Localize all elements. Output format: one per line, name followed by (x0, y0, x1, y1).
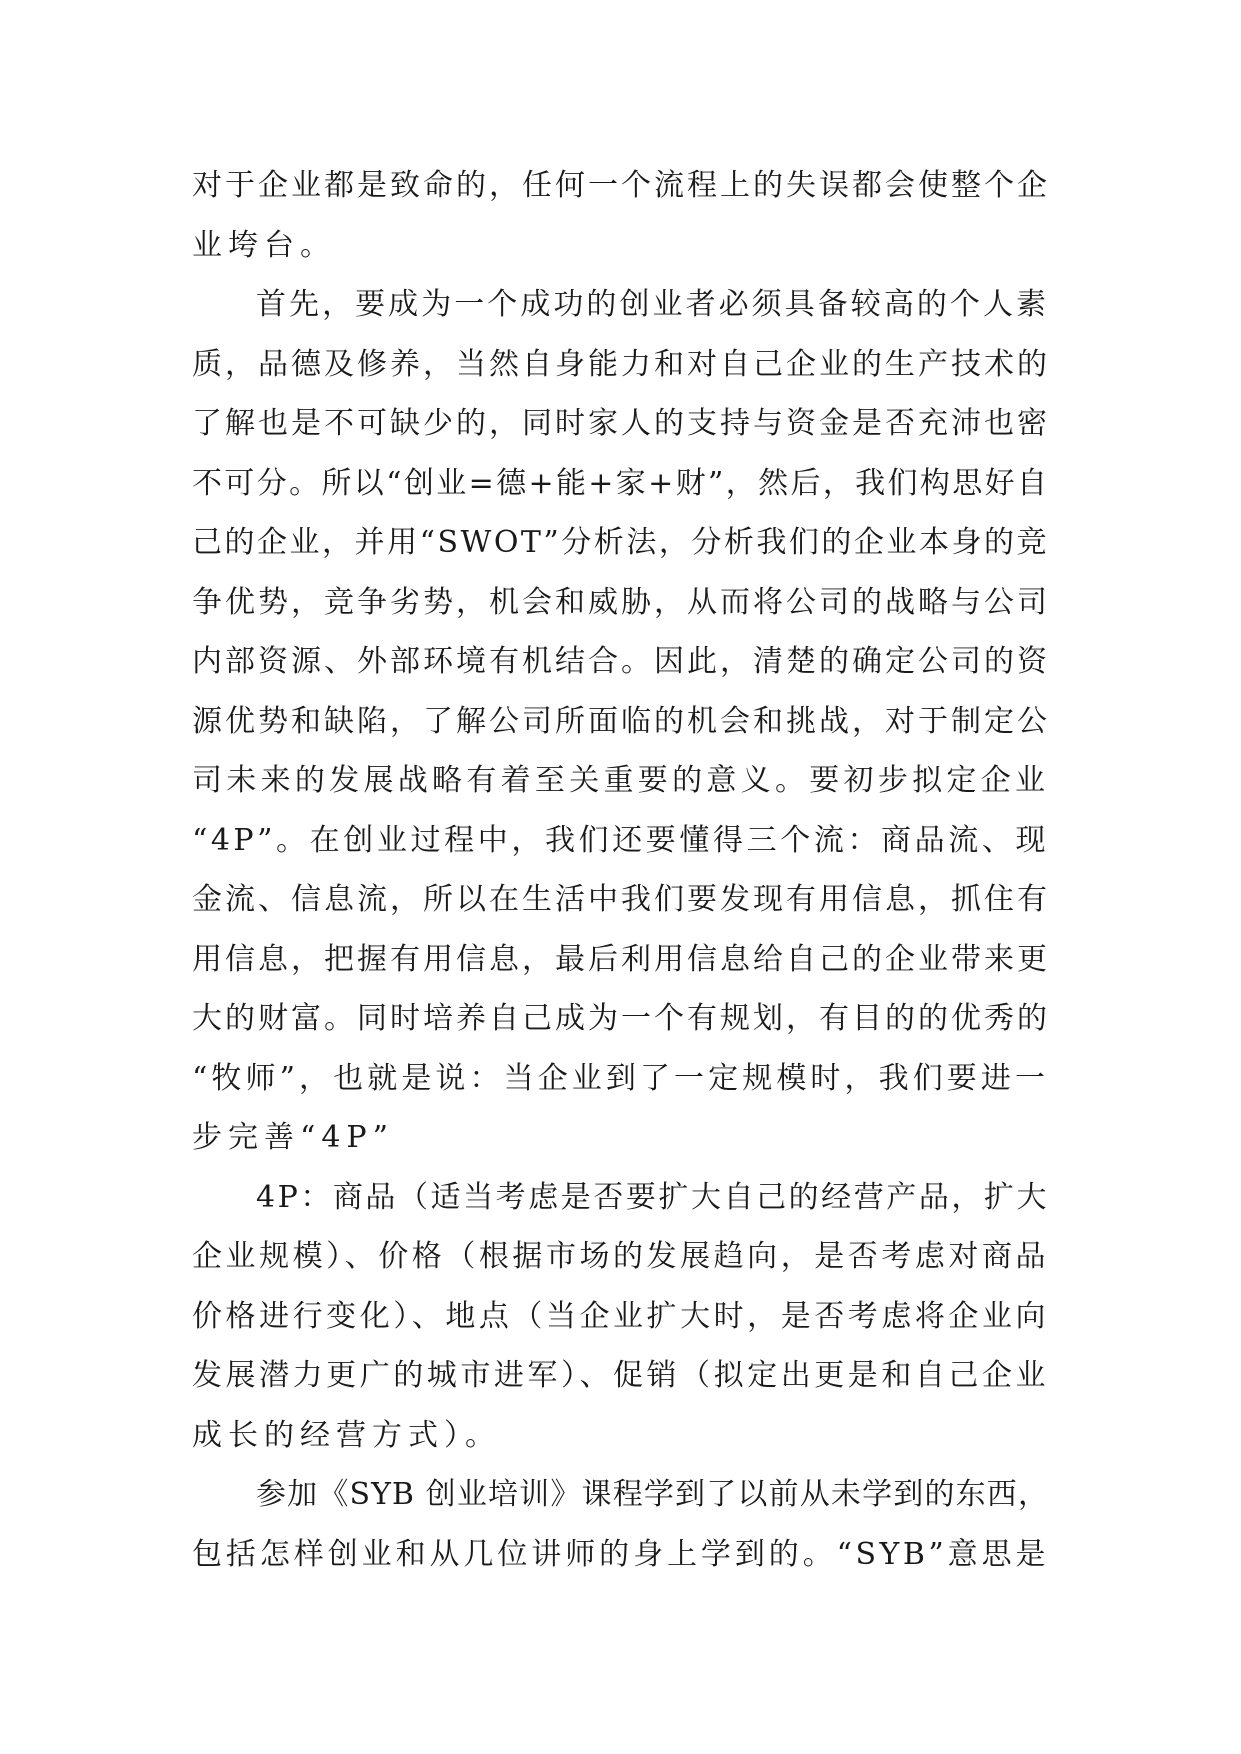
text-line: 了解也是不可缺少的，同时家人的支持与资金是否充沛也密 (192, 406, 1050, 441)
text-line: 内部资源、外部环境有机结合。因此，清楚的确定公司的资 (192, 644, 1050, 679)
text-line: 发展潜力更广的城市进军）、促销（拟定出更是和自己企业 (192, 1358, 1049, 1393)
text-line: 争优势，竞争劣势，机会和威胁，从而将公司的战略与公司 (192, 584, 1050, 620)
body-text (192, 156, 1049, 1584)
text-line: 包括怎样创业和从几位讲师的身上学到的。“SYB”意思是 (192, 1536, 1049, 1572)
text-line: 步完善“4P” (192, 1120, 394, 1155)
text-line: 己的企业，并用“SWOT”分析法，分析我们的企业本身的竞 (192, 525, 1049, 560)
text-line: 源优势和缺陷，了解公司所面临的机会和挑战，对于制定公 (192, 703, 1050, 739)
text-line: 首先，要成为一个成功的创业者必须具备较高的个人素 (256, 287, 1049, 322)
text-line: 价格进行变化）、地点（当企业扩大时，是否考虑将企业向 (192, 1298, 1049, 1334)
text-line: “牧师”，也就是说：当企业到了一定规模时，我们要进一 (192, 1060, 1049, 1096)
text-line: 不可分。所以“创业=德+能+家+财”，然后，我们构思好自 (192, 465, 1049, 501)
text-line: 参加《SYB 创业培训》课程学到了以前从未学到的东西， (256, 1477, 1049, 1512)
text-line: 成长的经营方式）。 (192, 1417, 501, 1453)
text-line: 用信息，把握有用信息，最后利用信息给自己的企业带来更 (192, 941, 1050, 977)
text-line: 司未来的发展战略有着至关重要的意义。要初步拟定企业 (192, 763, 1049, 798)
text-line: 质，品德及修养，当然自身能力和对自己企业的生产技术的 (192, 346, 1050, 382)
text-line: 大的财富。同时培养自己成为一个有规划，有目的的优秀的 (192, 1001, 1050, 1036)
text-line: 金流、信息流，所以在生活中我们要发现有用信息，抓住有 (192, 882, 1050, 917)
text-line: 企业规模）、价格（根据市场的发展趋向，是否考虑对商品 (192, 1239, 1049, 1274)
text-line: “4P”。在创业过程中，我们还要懂得三个流：商品流、现 (192, 822, 1049, 858)
text-line: 对于企业都是致命的，任何一个流程上的失误都会使整个企 (192, 168, 1050, 203)
text-line: 4P：商品（适当考虑是否要扩大自己的经营产品，扩大 (256, 1179, 1049, 1215)
text-line: 业垮台。 (192, 227, 336, 263)
